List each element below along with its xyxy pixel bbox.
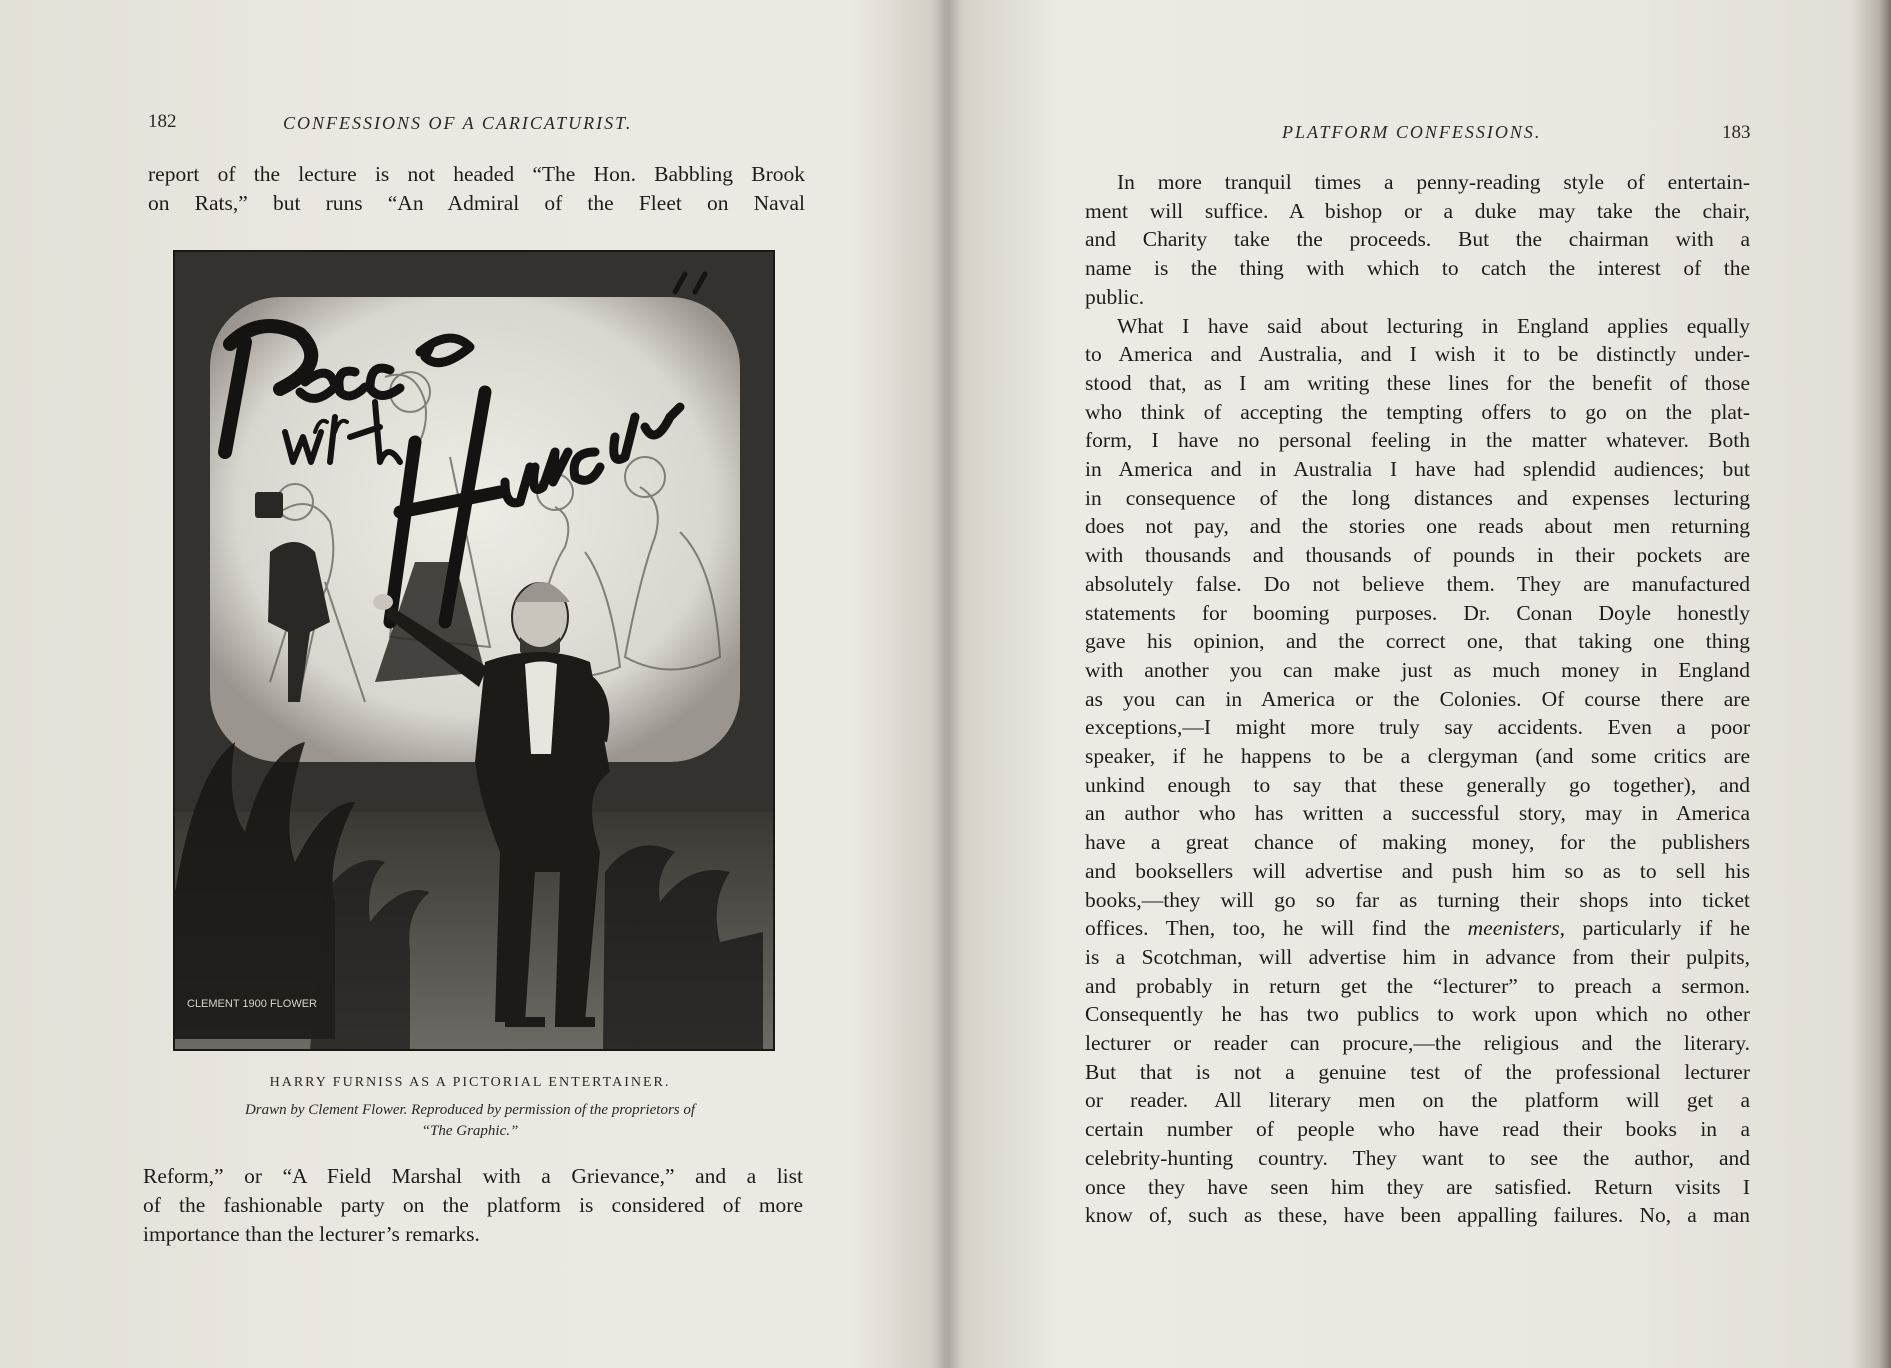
right-text-line: and probably in return get the “lecturer” to preach a sermon. — [1085, 973, 1750, 998]
right-text-line: exceptions,—I might more truly say accidents. Even a poor — [1085, 715, 1750, 740]
right-text-line: ment will suffice. A bishop or a duke may take the chair, — [1085, 198, 1750, 223]
illustration — [173, 250, 775, 1051]
right-text-line: But that is not a genuine test of the professional lecturer — [1085, 1059, 1750, 1084]
right-text-line: name is the thing with which to catch the interest of the — [1085, 256, 1750, 281]
artist-signature: CLEMENT 1900 FLOWER — [187, 998, 318, 1010]
figure-caption-title: HARRY FURNISS AS A PICTORIAL ENTERTAINER. — [269, 1075, 671, 1090]
right-text-line: to America and Australia, and I wish it to be distinctly under- — [1085, 342, 1750, 367]
right-text-line: unkind enough to say that these generally go together), and — [1085, 772, 1750, 797]
right-text-line: certain number of people who have read their books in a — [1085, 1117, 1750, 1142]
left-running-head: CONFESSIONS OF A CARICATURIST. — [283, 113, 633, 133]
right-text-line: an author who has written a successful story, may in America — [1085, 801, 1750, 826]
gutter-shadow — [930, 0, 960, 1368]
right-text-line: with another you can make just as much money in England — [1085, 657, 1750, 682]
right-text-line: have a great chance of making money, for the publishers — [1085, 830, 1750, 855]
right-text-line: celebrity-hunting country. They want to see the author, and — [1085, 1145, 1750, 1170]
emphasized-word: meenisters — [1467, 916, 1560, 941]
right-text-line: What I have said about lecturing in England applies equally — [1117, 313, 1750, 338]
right-text-line: In more tranquil times a penny-reading style of entertain- — [1117, 170, 1750, 194]
right-text-line: with thousands and thousands of pounds in their pockets are — [1085, 543, 1750, 568]
right-text-line: form, I have no personal feeling in the matter whatever. Both — [1085, 428, 1750, 453]
left-text-line: report of the lecture is not headed “The Hon. Babbling Brook — [148, 162, 805, 186]
right-text-line: offices. Then, too, he will find the meenisters, particularly if he — [1085, 916, 1750, 941]
right-text-line: does not pay, and the stories one reads about men returning — [1085, 514, 1750, 539]
right-text-line: speaker, if he happens to be a clergyman (and some critics are — [1085, 744, 1750, 768]
right-text-line: in consequence of the long distances and expenses lecturing — [1085, 485, 1750, 510]
right-text-line: Consequently he has two publics to work upon which no other — [1085, 1002, 1750, 1027]
right-text-line: as you can in America or the Colonies. Of course there are — [1085, 686, 1750, 711]
right-running-head: PLATFORM CONFESSIONS. — [1282, 122, 1542, 142]
right-text-line: is a Scotchman, will advertise him in advance from their pulpits, — [1085, 944, 1750, 969]
right-text-line: stood that, as I am writing these lines for the benefit of those — [1085, 370, 1750, 395]
right-text-line: books,—they will go so far as turning their shops into ticket — [1085, 887, 1750, 912]
figure-caption-credit — [140, 1100, 800, 1142]
right-text-line: public. — [1085, 284, 1145, 309]
left-text-line: on Rats,” but runs “An Admiral of the Fleet on Naval — [148, 191, 805, 215]
right-text-line: once they have seen him they are satisfied. Return visits I — [1085, 1174, 1750, 1199]
right-text-line: and Charity take the proceeds. But the chairman with a — [1085, 227, 1750, 252]
left-page-number: 182 — [148, 111, 177, 132]
left-text-line: importance than the lecturer’s remarks. — [143, 1222, 480, 1246]
right-text-line: or reader. All literary men on the platform will get a — [1085, 1088, 1750, 1113]
right-text-line: statements for booming purposes. Dr. Conan Doyle honestly — [1085, 600, 1750, 625]
right-text-line: gave his opinion, and the correct one, that taking one thing — [1085, 629, 1750, 654]
caption-credit-line: Drawn by Clement Flower. Reproduced by permission of the proprietors of — [244, 1102, 696, 1118]
illustration-drawing — [175, 252, 773, 1049]
right-text-line: absolutely false. Do not believe them. They are manufactured — [1085, 571, 1750, 596]
page-edge-shadow — [1851, 0, 1891, 1368]
right-text-line: in America and in Australia I have had splendid audiences; but — [1085, 457, 1750, 481]
left-text-line: of the fashionable party on the platform is considered of more — [143, 1193, 803, 1217]
right-page-number: 183 — [1722, 122, 1751, 143]
right-text-line: who think of accepting the tempting offers to go on the plat- — [1085, 399, 1750, 424]
right-text-line: lecturer or reader can procure,—the religious and the literary. — [1085, 1031, 1750, 1055]
caption-credit-line: “The Graphic.” — [421, 1123, 519, 1139]
left-text-line: Reform,” or “A Field Marshal with a Grievance,” and a list — [143, 1164, 803, 1188]
right-text-line: and booksellers will advertise and push him so as to sell his — [1085, 858, 1750, 883]
right-text-line: know of, such as these, have been appalling failures. No, a man — [1085, 1203, 1750, 1228]
